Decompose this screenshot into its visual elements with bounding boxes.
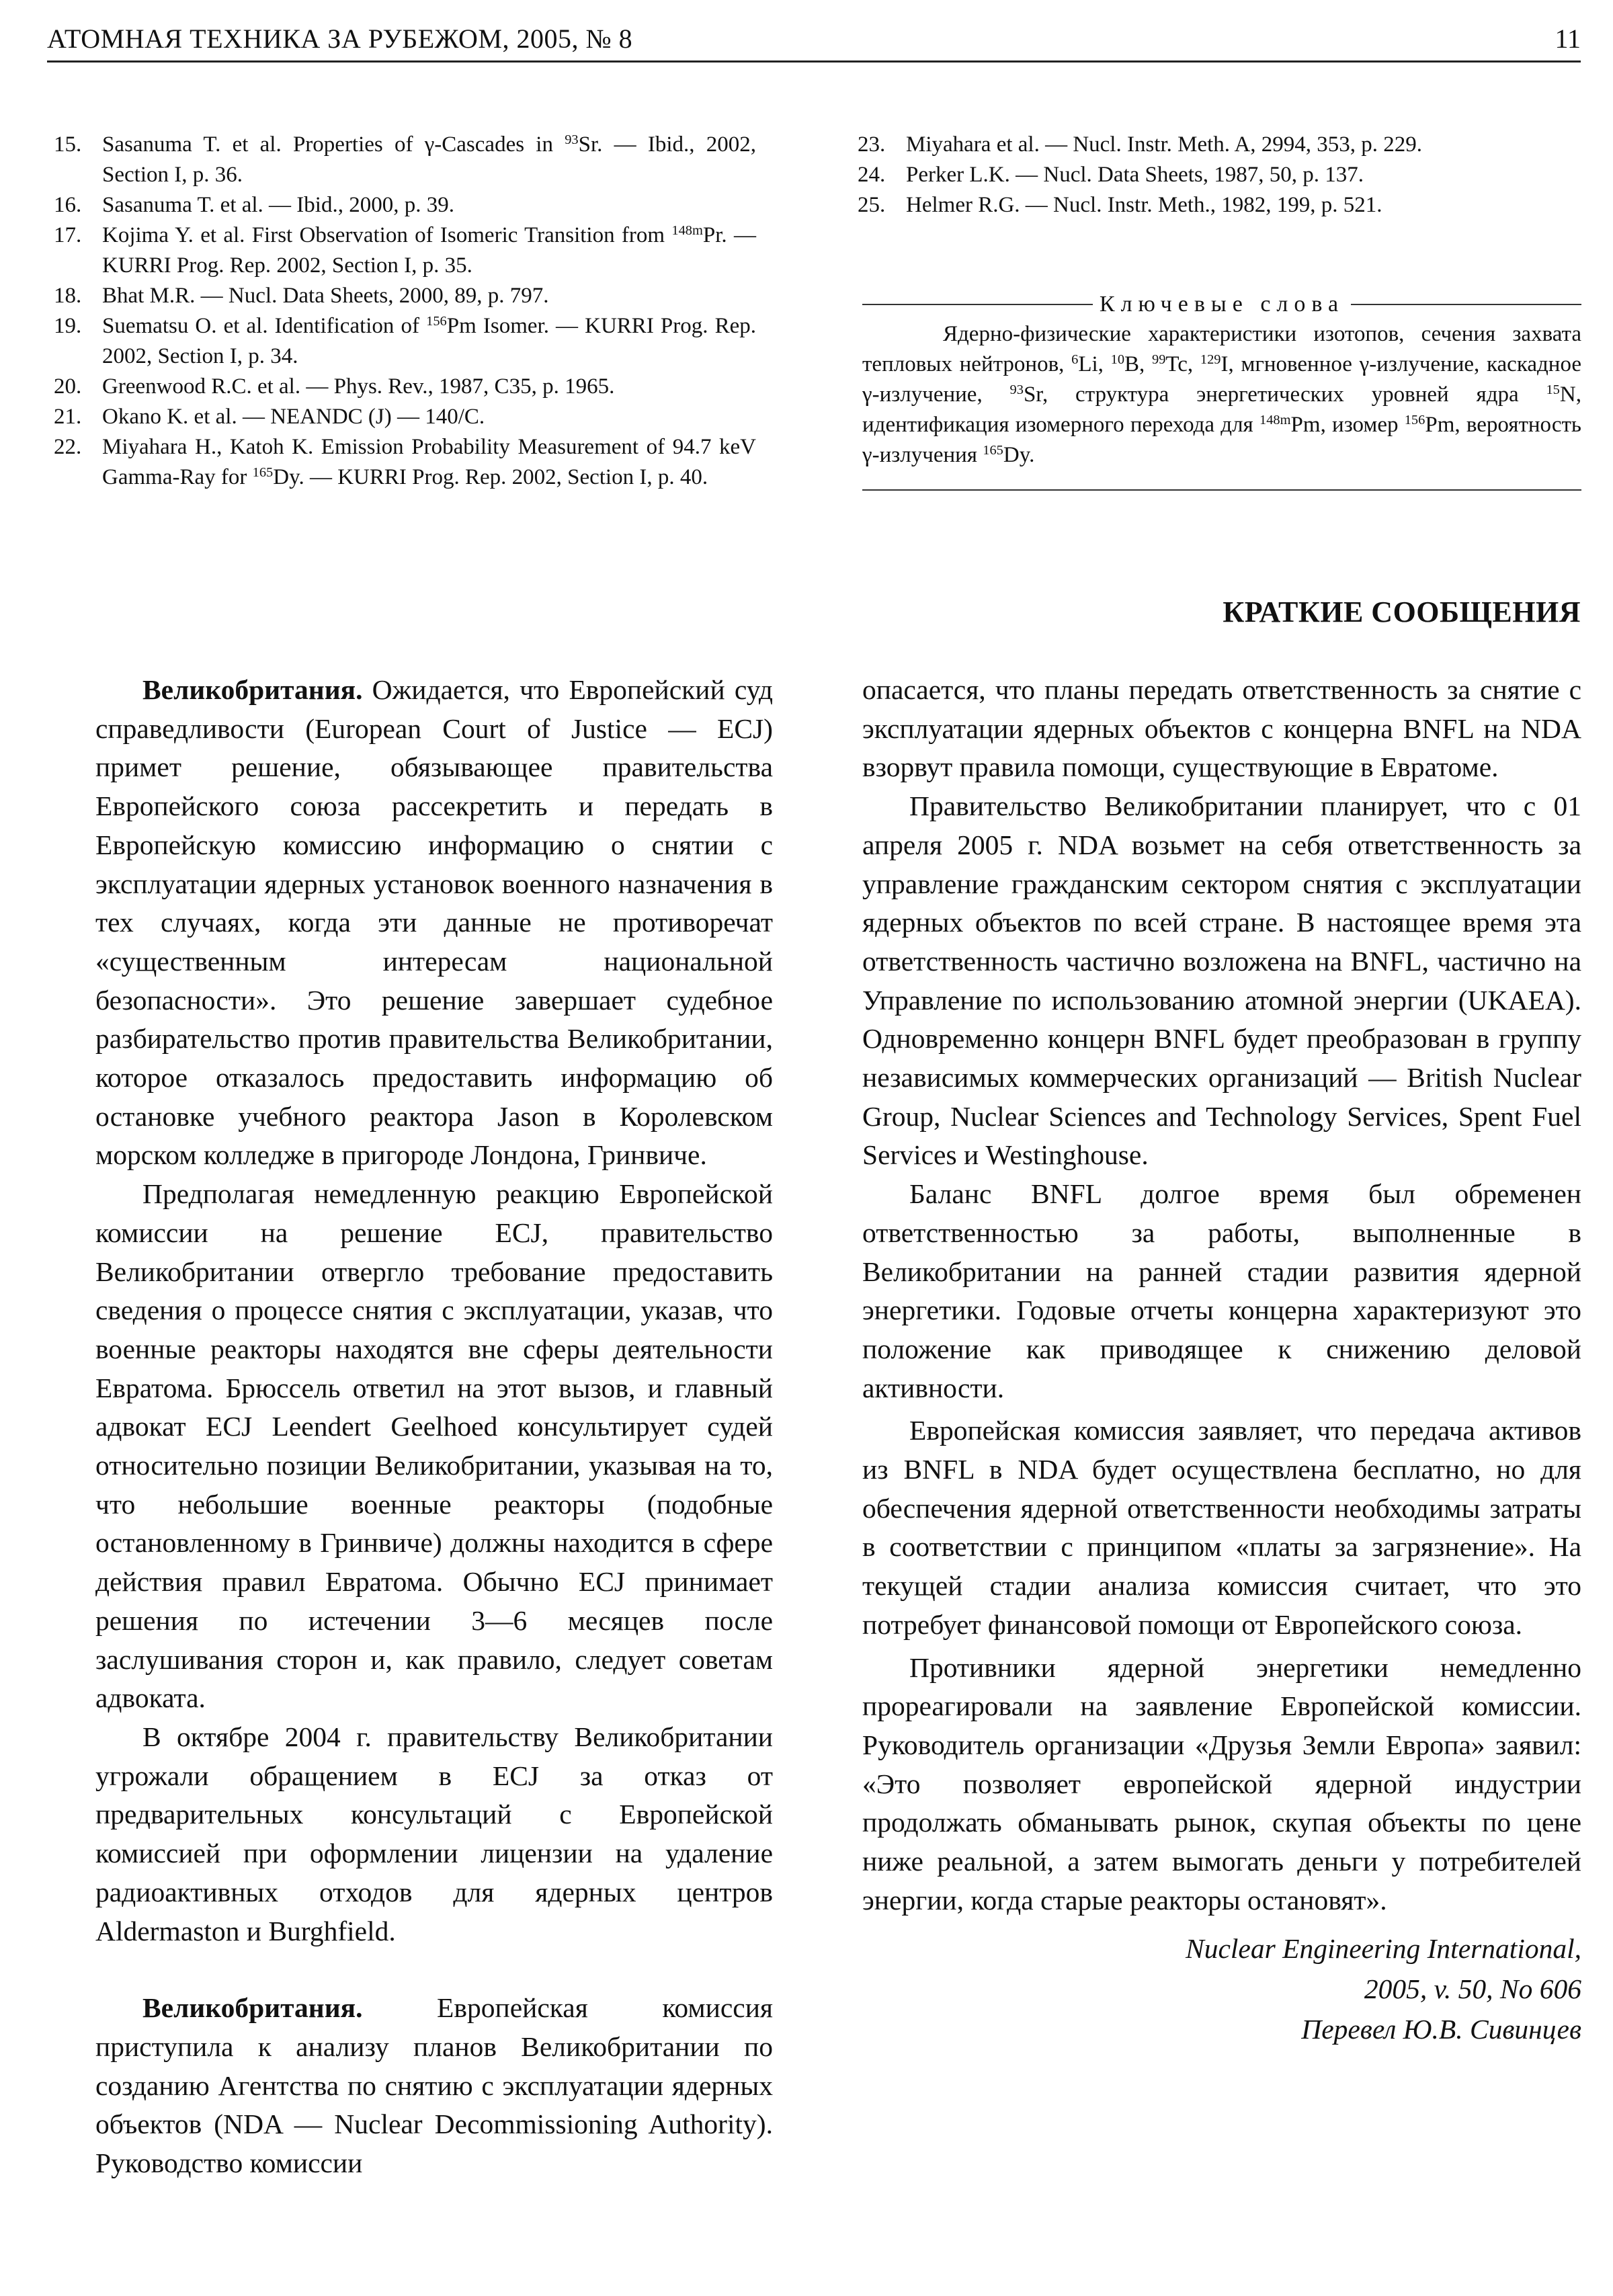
reference-number: 22. [54, 435, 82, 459]
keywords-text: Ядерно-физические характеристики изотопов, сечения захвата тепловых нейтронов, $^6$Li, $^{10}$B, $^{99}$Tc, $^{129}$I, мгновенное γ-излучение, каскадное γ-излучение, $^{93}$Sr, структура энергетических уровней ядра $^{15}$N, идентификация изомерного перехода для $^{148m}$Pm, изомер $^{156}$Pm, вероятность γ-излучения $^{165}$Dy. [862, 322, 1581, 467]
reference-item: 23. Miyahara et al. — Nucl. Instr. Meth. A, 2994, 353, p. 229. [858, 130, 1580, 160]
news-lead: Великобритания. [142, 1992, 363, 2024]
isotope-mass-number: 6 [1071, 352, 1079, 367]
reference-item: 16. Sasanuma T. et al. — Ibid., 2000, p. 39. [54, 190, 756, 220]
reference-number: 17. [54, 223, 82, 247]
paragraph: В октябре 2004 г. правительству Великобритании угрожали обращением в ECJ за отказ от предварительных консультаций с Европейской комиссией при оформлении лицензии на удаление радиоактивных отходов для ядерных центров Aldermaston и Burghfield. [95, 1721, 773, 1946]
isotope-mass-number: 15 [1546, 382, 1560, 397]
reference-item: 18. Bhat M.R. — Nucl. Data Sheets, 2000, 89, p. 797. [54, 281, 756, 311]
keywords-heading [862, 289, 1581, 319]
isotope-mass-number: 129 [1200, 352, 1221, 367]
reference-number: 18. [54, 284, 82, 308]
reference-item: 22. Miyahara H., Katoh K. Emission Probability Measurement of 94.7 keV Gamma-Ray for $^{165}$Dy. — KURRI Prog. Rep. 2002, Section I, p. 40. [54, 432, 756, 493]
paragraph: Европейская комиссия заявляет, что передача активов из BNFL в NDA будет осуществлена бесплатно, но для обеспечения ядерной ответственности необходимы затраты в соответствии с принципом «платы за загрязнение». На текущей стадии анализа комиссия считает, что это потребует финансовой помощи от Европейского союза. [862, 1415, 1581, 1640]
reference-item: 19. Suematsu O. et al. Identification of $^{156}$Pm Isomer. — KURRI Prog. Rep. 2002, Section I, p. 34. [54, 311, 756, 372]
isotope-mass-number: 99 [1151, 352, 1166, 367]
keywords-title: Ключевые слова [1099, 292, 1345, 317]
reference-item: 25. Helmer R.G. — Nucl. Instr. Meth., 1982, 199, p. 521. [858, 190, 1580, 220]
reference-item: 24. Perker L.K. — Nucl. Data Sheets, 1987, 50, p. 137. [858, 160, 1580, 190]
paragraph: Предполагая немедленную реакцию Европейской комиссии на решение ECJ, правительство Великобритании отвергло требование предоставить сведения о процессе снятия с эксплуатации, указав, что военные реакторы находятся вне сферы деятельности Евратома. Брюссель ответил на этот вызов, и главный адвокат ECJ Leendert Geelhoed консультирует судей относительно позиции Великобритании, указывая на то, что небольшие военные реакторы (подобные остановленному в Гринвиче) должны находится в сфере действия правил Евратома. Обычно ECJ принимает решения по истечении 3—6 месяцев после заслушивания сторон и, как правило, следует советам адвоката. [95, 1178, 773, 1714]
reference-number: 21. [54, 405, 82, 429]
reference-number: 25. [858, 193, 886, 217]
reference-number: 15. [54, 132, 82, 157]
running-header [47, 20, 1581, 63]
reference-list-left [54, 130, 756, 493]
reference-list-right [858, 130, 1580, 220]
paragraph [95, 671, 773, 1175]
isotope-mass-number: 93 [1009, 382, 1024, 397]
paragraph: Правительство Великобритании планирует, что с 01 апреля 2005 г. NDA возьмет на себя ответственность за управление гражданским сектором снятия с эксплуатации ядерных объектов по всей стране. В настоящее время эта ответственность частично возложена на BNFL, частично на Управление по использованию атомной энергии (UKAEA). Одновременно концерн BNFL будет преобразован в группу независимых коммерческих организаций — British Nuclear Group, Nuclear Sciences and Technology Services, Spent Fuel Services и Westinghouse. [862, 790, 1581, 1171]
isotope-mass-number: 148m [1259, 412, 1291, 427]
article-column-right [862, 671, 1581, 2049]
source-citation [862, 1928, 1581, 2049]
reference-item: 21. Okano K. et al. — NEANDC (J) — 140/C. [54, 402, 756, 432]
page-number: 11 [1555, 24, 1581, 54]
isotope-mass-number: 156 [1404, 412, 1425, 427]
reference-number: 16. [54, 193, 82, 217]
paragraph-text: Европейская комиссия приступила к анализу планов Великобритании по созданию Агентства по снятию с эксплуатации ядерных объектов (NDA — Nuclear Decommissioning Authority). Руководство комиссии [95, 1992, 773, 2179]
divider [862, 304, 1093, 305]
paragraph [95, 1989, 773, 2183]
reference-number: 24. [858, 163, 886, 187]
paragraph-text: Ожидается, что Европейский суд справедливости (European Court of Justice — ECJ) примет решение, обязывающее правительства Европейского союза рассекретить и передать в Европейскую комиссию информацию о снятии с эксплуатации ядерных установок военного назначения в тех случаях, когда эти данные не противоречат «существенным интересам национальной безопасности». Это решение завершает судебное разбирательство против правительства Великобритании, которое отказалось предоставить информацию об остановке учебного реактора Jason в Королевском морском колледже в пригороде Лондона, Гринвиче. [95, 674, 773, 1171]
isotope-mass-number: 148m [671, 222, 703, 238]
isotope-mass-number: 93 [565, 132, 579, 147]
journal-title: АТОМНАЯ ТЕХНИКА ЗА РУБЕЖОМ, 2005, № 8 [47, 24, 633, 54]
isotope-mass-number: 165 [983, 442, 1003, 458]
divider [862, 489, 1581, 491]
isotope-mass-number: 10 [1110, 352, 1125, 367]
reference-item: 20. Greenwood R.C. et al. — Phys. Rev., 1987, C35, p. 1965. [54, 372, 756, 402]
translator-credit: Перевел Ю.В. Сивинцев [1301, 2013, 1581, 2045]
source-line: Nuclear Engineering International, [1186, 1932, 1581, 1964]
reference-number: 19. [54, 314, 82, 338]
paragraph: Баланс BNFL долгое время был обременен ответственностью за работы, выполненные в Великобритании на ранней стадии развития ядерной энергетики. Годовые отчеты концерна характеризуют это положение как приводящее к снижению деловой активности. [862, 1178, 1581, 1403]
section-title: КРАТКИЕ СООБЩЕНИЯ [1223, 596, 1581, 628]
divider [1351, 304, 1581, 305]
reference-number: 20. [54, 374, 82, 399]
isotope-mass-number: 165 [252, 464, 274, 480]
reference-number: 23. [858, 132, 886, 157]
news-lead: Великобритания. [142, 674, 363, 705]
reference-item: 15. Sasanuma T. et al. Properties of γ-Cascades in $^{93}$Sr. — Ibid., 2002, Section I, p. 36. [54, 130, 756, 190]
reference-item: 17. Kojima Y. et al. First Observation of Isomeric Transition from $^{148m}$Pr. — KURRI Prog. Rep. 2002, Section I, p. 35. [54, 220, 756, 281]
source-line: 2005, v. 50, No 606 [1364, 1973, 1581, 2004]
isotope-mass-number: 156 [426, 313, 447, 329]
paragraph: опасается, что планы передать ответственность за снятие с эксплуатации ядерных объектов с концерна BNFL на NDA взорвут правила помощи, существующие в Евратоме. [862, 674, 1581, 783]
paragraph: Противники ядерной энергетики немедленно прореагировали на заявление Европейской комиссии. Руководитель организации «Друзья Земли Европа» заявил: «Это позволяет европейской ядерной индустрии продолжать обманывать рынок, скупая объекты по цене ниже реальной, а затем вымогать деньги у потребителей энергии, когда старые реакторы остановят». [862, 1651, 1581, 1916]
article-column-left [95, 671, 773, 2183]
keywords-block [862, 289, 1581, 491]
